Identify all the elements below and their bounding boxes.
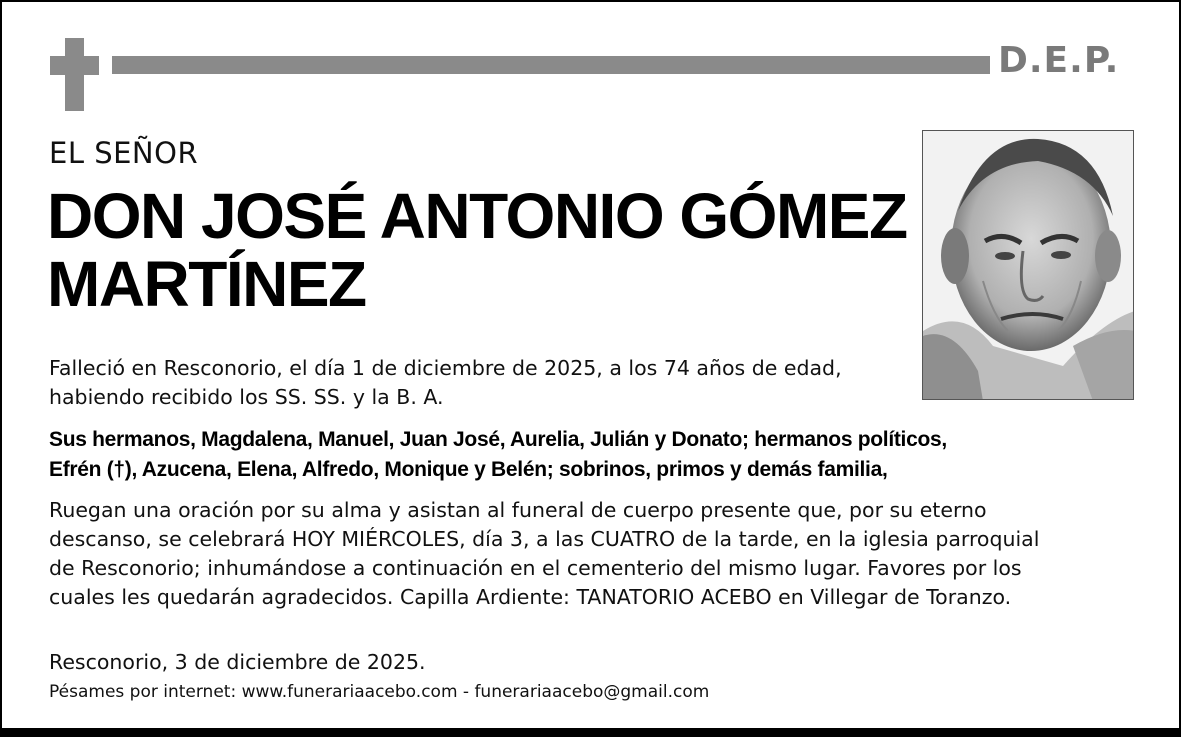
honorific-title: EL SEÑOR [49,136,199,170]
name-line-1: DON JOSÉ ANTONIO GÓMEZ [47,180,907,252]
header-rule [112,56,990,74]
dep-label: D.E.P. [998,40,1120,81]
portrait-image [923,131,1134,400]
death-notice: Falleció en Resconorio, el día 1 de diciembre de 2025, a los 74 años de edad, habiendo recibido los SS. SS. y la B. A. [49,356,842,409]
condolences-contact: Pésames por internet: www.funerariaacebo.com - funerariaacebo@gmail.com [49,682,710,702]
deceased-name [47,182,917,318]
funeral-details: Ruegan una oración por su alma y asistan al funeral de cuerpo presente que, por su eterno descanso, se celebrará HOY MIÉRCOLES, día 3, a las CUATRO de la tarde, en la iglesia parroquial de Resconorio; inhumándose a continuación en el cementerio del mismo lugar. Favores por los cuales les quedarán agradecidos. Capilla Ardiente: TANATORIO ACEBO en Villegar de Toranzo. [49,498,1040,609]
name-line-2: MARTÍNEZ [47,248,366,320]
family-list: Sus hermanos, Magdalena, Manuel, Juan José, Aurelia, Julián y Donato; hermanos políticos, Efrén (†), Azucena, Elena, Alfredo, Monique y Belén; sobrinos, primos y demás familia, [49,428,947,481]
cross-icon-bar [50,56,99,75]
portrait-photo [922,130,1134,400]
place-date: Resconorio, 3 de diciembre de 2025. [49,650,426,674]
